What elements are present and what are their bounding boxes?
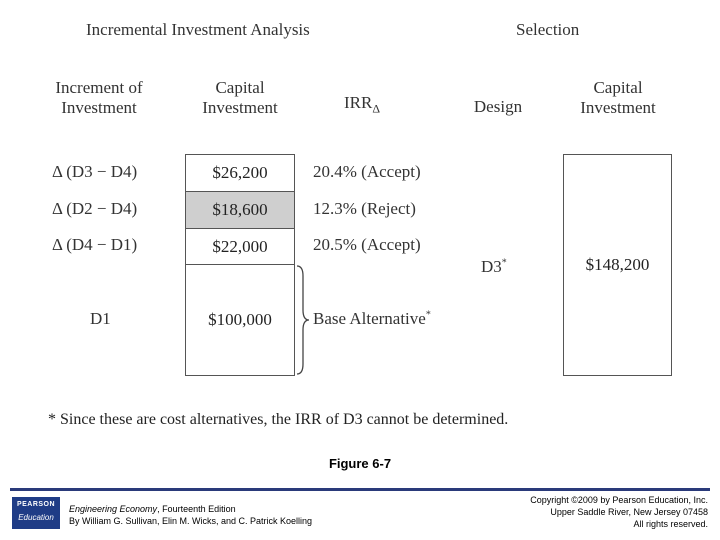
selection-capital-value: $148,200 [585,255,650,274]
investment-stack [185,154,295,376]
increment-column-header [40,78,158,118]
capital-header-line2: Investment [202,98,278,117]
increment-header-line2: Investment [61,98,137,117]
footer-book-title: Engineering Economy [69,504,158,514]
increment-header-line1: Increment of [55,78,143,97]
capital-header-line1: Capital [215,78,265,97]
selection-design [481,257,507,277]
selection-heading: Selection [516,20,580,39]
figure-label: Figure 6-7 [328,456,392,471]
base-brace [295,264,311,376]
footer-copyright-line2: Upper Saddle River, New Jersey 07458 [550,507,708,517]
base-alternative-mark: * [425,309,431,321]
pearson-logo-bottom: Education [18,513,54,522]
irr-d3-d4: 20.4% (Accept) [313,162,421,181]
irr-d4-d1: 20.5% (Accept) [313,235,421,254]
irr-header-subscript: Δ [372,101,381,116]
row-label-d3-d4: Δ (D3 − D4) [52,162,138,181]
irr-header-text: IRR [344,93,373,112]
footer-copyright-line3: All rights reserved. [633,519,708,529]
analysis-heading: Incremental Investment Analysis [86,20,310,39]
selection-capital-line1: Capital [593,78,643,97]
irr-column-header [344,93,380,118]
selection-box [563,154,672,376]
capital-column-header [186,78,294,118]
pearson-logo [12,497,60,529]
selection-design-text: D3 [481,257,502,276]
selection-capital-line2: Investment [580,98,656,117]
investment-cell-base: $100,000 [208,310,272,329]
footer-bar [10,488,710,491]
base-alternative-text: Base Alternative [313,309,426,328]
footer-authors: By William G. Sullivan, Elin M. Wicks, and C. Patrick Koelling [69,516,313,526]
footer-book-edition: , Fourteenth Edition [157,504,236,514]
selection-design-mark: * [501,257,507,269]
investment-cell-d4-d1: $22,000 [186,229,294,265]
footer-book-line [69,503,312,515]
selection-capital-header [564,78,672,118]
footer-copyright [530,494,708,530]
footer-book-info [69,503,312,527]
investment-cell-d3-d4: $26,200 [186,155,294,192]
footer-copyright-line1: Copyright ©2009 by Pearson Education, Inc. [530,495,708,505]
pearson-logo-top: PEARSON [16,501,56,508]
row-label-base: D1 [90,309,111,328]
row-label-d4-d1: Δ (D4 − D1) [52,235,138,254]
base-alternative-label [313,309,431,329]
irr-d2-d4: 12.3% (Reject) [313,199,416,218]
row-label-d2-d4: Δ (D2 − D4) [52,199,138,218]
investment-cell-d2-d4: $18,600 [186,192,294,229]
footnote: * Since these are cost alternatives, the IRR of D3 cannot be determined. [48,411,509,428]
design-column-header: Design [473,97,523,116]
